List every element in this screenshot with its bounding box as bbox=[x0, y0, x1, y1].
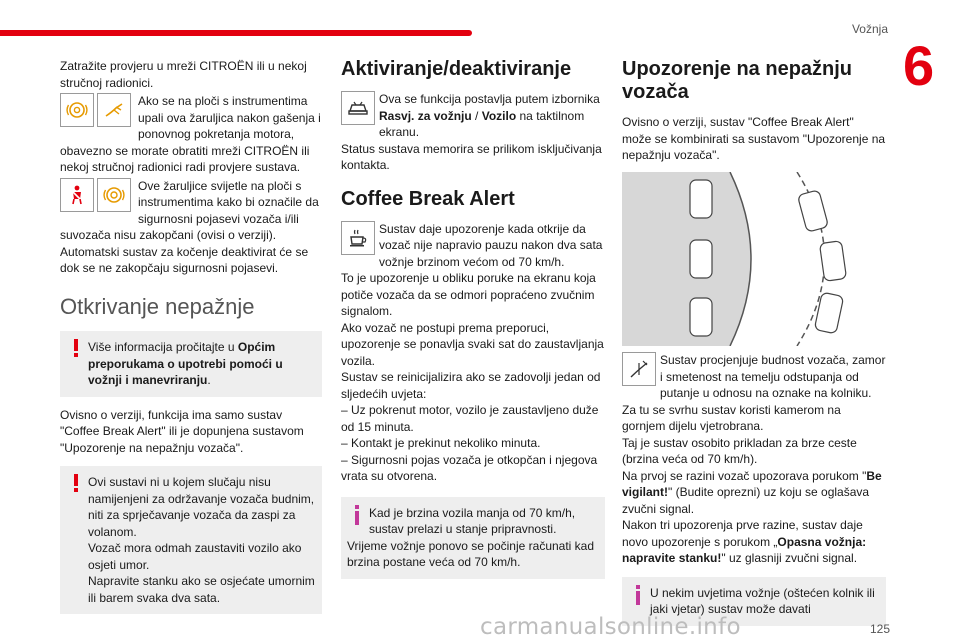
level2-suffix: " uz glasniji zvučni signal. bbox=[721, 551, 858, 565]
info-speed-p2: Vrijeme vožnje ponovo se počinje računati kad brzina postane veća od 70 km/h. bbox=[347, 538, 595, 569]
versions-paragraph: Ovisno o verziji, funkcija ima samo sustav "Coffee Break Alert" ili je dopunjena sustavom "Upozorenje na nepažnju vozača". bbox=[60, 407, 304, 455]
section-heading-coffee-break: Coffee Break Alert bbox=[341, 187, 515, 210]
menu-lighting: Rasvj. za vožnju bbox=[379, 108, 472, 123]
coffee-break-p2: To je upozorenje u obliku poruke na ekranu koja potiče vozača da se odmori popraćeno zvučnim signalom. bbox=[341, 271, 596, 318]
coffee-break-p3: Ako vozač ne postupi prema preporuci, upozorenje se ponavlja svaki sat do zaustavljanja vozila. bbox=[341, 320, 604, 368]
activation-suffix: na taktilnom ekranu. bbox=[379, 108, 585, 139]
note1-prefix: Više informacija pročitajte u bbox=[88, 340, 238, 354]
level1-suffix: " (Budite oprezni) uz koju se oglašava zvučni signal. bbox=[622, 485, 870, 516]
coffee-break-p4: Sustav se reinicijalizira ako se zadovolji jedan od sljedećih uvjeta: bbox=[341, 370, 601, 401]
level1-message: Be vigilant! bbox=[622, 468, 882, 499]
column-middle bbox=[341, 58, 605, 589]
warning-exclamation-icon bbox=[74, 474, 78, 492]
hands-off-wheel-icon bbox=[97, 93, 131, 127]
note2-line-3: Napravite stanku ako se osjećate umornim ili barem svaka dva sata. bbox=[88, 574, 315, 605]
coffee-cup-icon bbox=[341, 221, 375, 255]
note1-suffix: . bbox=[207, 373, 211, 387]
section-heading-attention: Otkrivanje nepažnje bbox=[60, 293, 255, 319]
warning-block-1 bbox=[60, 93, 322, 176]
driver-attention-intro: Ovisno o verziji, sustav "Coffee Break Alert" može se kombinirati sa sustavom "Upozorenje na nepažnju vozača". bbox=[622, 115, 886, 162]
info-icon bbox=[636, 585, 640, 605]
note-box-1 bbox=[60, 331, 322, 397]
coffee-break-p1: Sustav daje upozorenje kada otkrije da vozač nije napravio pauzu nakon dva sata vožnje brzinom većom od 70 km/h. bbox=[379, 221, 603, 269]
info-conditions-text: U nekim uvjetima vožnje (oštećen kolnik ili jaki vjetar) sustav može davati bbox=[650, 585, 875, 616]
note2-line-2: Vozač mora odmah zaustaviti vozilo ako osjeti umor. bbox=[88, 541, 302, 572]
note1-link-text: Općim preporukama o upotrebi pomoći u vožnji i manevriranju bbox=[88, 340, 283, 387]
warning-exclamation-icon bbox=[74, 339, 78, 357]
column-left bbox=[60, 58, 322, 624]
column-right bbox=[622, 58, 886, 636]
camera-text: Za tu se svrhu sustav koristi kamerom na gornjem dijelu vjetrobrana. bbox=[622, 402, 841, 433]
lane-deviation-icon bbox=[622, 352, 656, 386]
level1-prefix: Na prvoj se razini vozač upozorava porukom " bbox=[622, 468, 867, 483]
page-number: 125 bbox=[869, 622, 890, 636]
info-icon bbox=[355, 505, 359, 525]
menu-vehicle: Vozilo bbox=[481, 108, 517, 123]
car-icon bbox=[690, 180, 712, 336]
level2-prefix: Nakon tri upozorenja prve razine, sustav daje novo upozorenje s porukom „ bbox=[622, 518, 863, 549]
warning-block-2 bbox=[60, 178, 322, 277]
note2-line-1: Ovi sustavi ni u kojem slučaju nisu namijenjeni za održavanje vozača budnim, niti za sprječavanje vozača da zaspi za volanom. bbox=[88, 475, 315, 539]
coffee-break-block bbox=[341, 221, 605, 485]
lane-assessment-text: Sustav procjenjuje budnost vozača, zamor i smetenost na temelju odstupanja od putanje u odnosu na oznake na kolniku. bbox=[660, 353, 886, 400]
seatbelt-person-icon bbox=[60, 178, 94, 212]
note-box-2 bbox=[60, 466, 322, 614]
info-box-speed bbox=[341, 497, 605, 579]
level2-message: Opasna vožnja: napravite stanku! bbox=[622, 534, 867, 565]
section-heading-activation: Aktiviranje/deaktiviranje bbox=[341, 58, 572, 80]
section-heading-driver-attention: Upozorenje na nepažnju vozača bbox=[622, 58, 853, 103]
lighting-menu-icon bbox=[341, 91, 375, 125]
activation-sep: / bbox=[471, 108, 482, 123]
steering-assist-warning-icon bbox=[60, 93, 94, 127]
watermark: carmanualsonline.info bbox=[480, 614, 741, 640]
list-item: – Kontakt je prekinut nekoliko minuta. bbox=[341, 436, 541, 450]
info-speed-p1: Kad je brzina vozila manja od 70 km/h, sustav prelazi u stanje pripravnosti. bbox=[369, 505, 576, 536]
chapter-number: 6 bbox=[903, 34, 935, 97]
seatbelt-warning-icon bbox=[97, 178, 131, 212]
warning-text-1: Ako se na ploči s instrumentima upali ova žaruljica nakon gašenja i ponovnog pokretanja motora, obavezno se morate obratiti mreži CITROËN ili nekoj stručnoj radionici radi provjere sustava. bbox=[60, 94, 321, 174]
activation-status: Status sustava memorira se prilikom isključivanja kontakta. bbox=[341, 141, 602, 172]
activation-prefix: Ova se funkcija postavlja putem izbornika bbox=[379, 92, 600, 106]
fast-roads-text: Taj je sustav osobito prikladan za brze ceste (brzina veća od 70 km/h). bbox=[622, 435, 857, 466]
list-item: – Sigurnosni pojas vozača je otkopčan i njegova vrata su otvorena. bbox=[341, 452, 598, 483]
lane-assessment-block bbox=[622, 352, 886, 567]
chapter-accent-bar bbox=[0, 30, 472, 36]
list-item: – Uz pokrenut motor, vozilo je zaustavljeno duže od 15 minuta. bbox=[341, 403, 599, 434]
activation-block bbox=[341, 91, 605, 174]
intro-text: Zatražite provjeru u mreži CITROËN ili u nekoj stručnoj radionici. bbox=[60, 59, 307, 90]
lane-drift-illustration bbox=[622, 172, 884, 346]
section-title: Vožnja bbox=[851, 22, 888, 36]
warning-text-2: Ove žaruljice svijetle na ploči s instrumentima kako bi označile da sigurnosni pojasevi vozača i/ili suvozača nisu zakopčani (ovisi o verziji). Automatski sustav za kočenje deaktivirat će se dok se ne zakopčaju sigurnosni pojasevi. bbox=[60, 178, 319, 275]
